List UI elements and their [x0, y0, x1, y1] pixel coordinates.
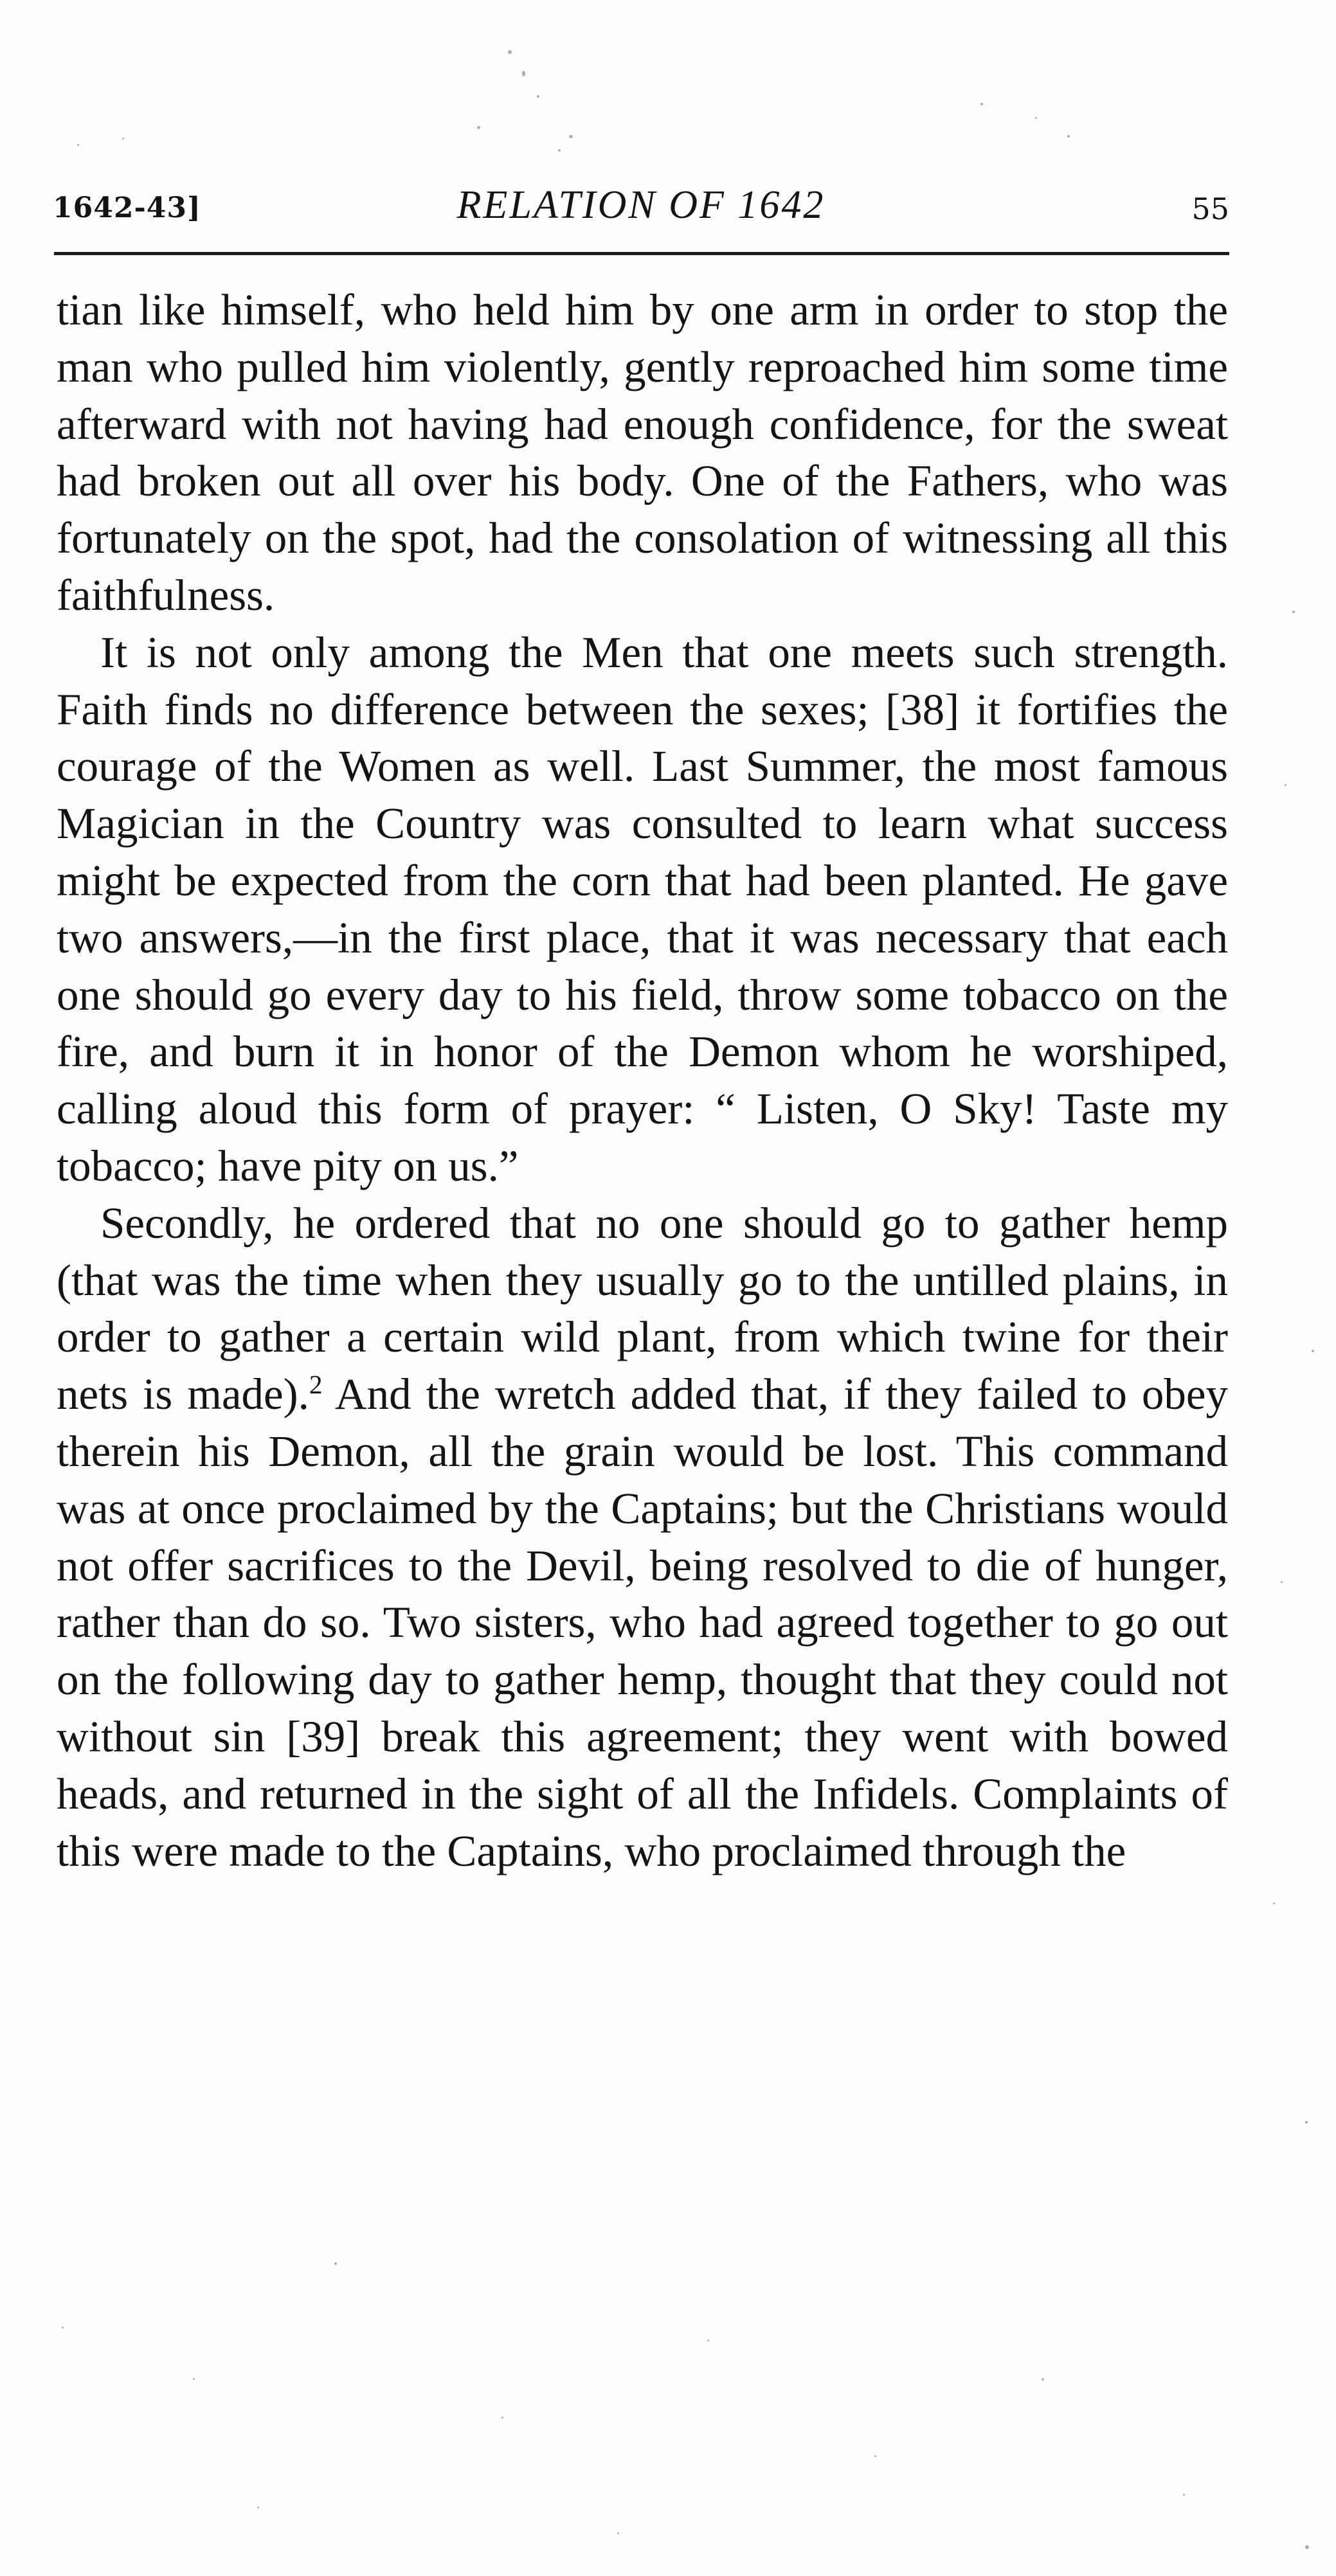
paragraph-2: It is not only among the Men that one meets such strength. Faith finds no difference between the sexes; [38] it fortifies the courage of the Women as well. Last Summer, the most famous Magician in the Country was consulted to learn what success might be expected from the corn that had been planted. He gave two answers,—in the first place, that it was necessary that each one should go every day to his field, throw some tobacco on the fire, and burn it in honor of the Demon whom he worshiped, calling aloud this form of prayer: “ Listen, O Sky! Taste my tobacco; have pity on us.”	[57, 627, 1228, 1190]
paragraph-3	[57, 1195, 1228, 1880]
header-title: RELATION OF 1642	[456, 183, 826, 227]
footnote-marker: 2	[309, 1370, 323, 1400]
paragraph-1: tian like himself, who held him by one arm in order to stop the man who pulled him violently, gently reproached him some time afterward with not having had enough confidence, for the sweat had broken out all over his body. One of the Fathers, who was fortunately on the spot, had the consolation of witnessing all this faithfulness.	[57, 285, 1228, 620]
header-year-range: 1642-43]	[53, 192, 201, 224]
body-text	[57, 282, 1228, 1879]
page-number: 55	[1191, 192, 1229, 226]
paragraph-3-text: Secondly, he ordered that no one should go to gather hemp (that was the time when they usually go to the untilled plains, in order to gather a certain wild plant, from which twine for their nets is made).	[57, 1198, 1228, 1419]
running-header	[53, 179, 1229, 237]
paragraph-3-continued: And the wretch added that, if they failed to obey therein his Demon, all the grain would be lost. This command was at once proclaimed by the Captains; but the Christians would not offer sacrifices to the Devil, being resolved to die of hunger, rather than do so. Two sisters, who had agreed together to go out on the following day to gather hemp, thought that they could not without sin [39] break this agreement; they went with bowed heads, and returned in the sight of all the Infidels. Complaints of this were made to the Captains, who proclaimed through the	[57, 1370, 1228, 1875]
header-rule	[54, 252, 1229, 255]
